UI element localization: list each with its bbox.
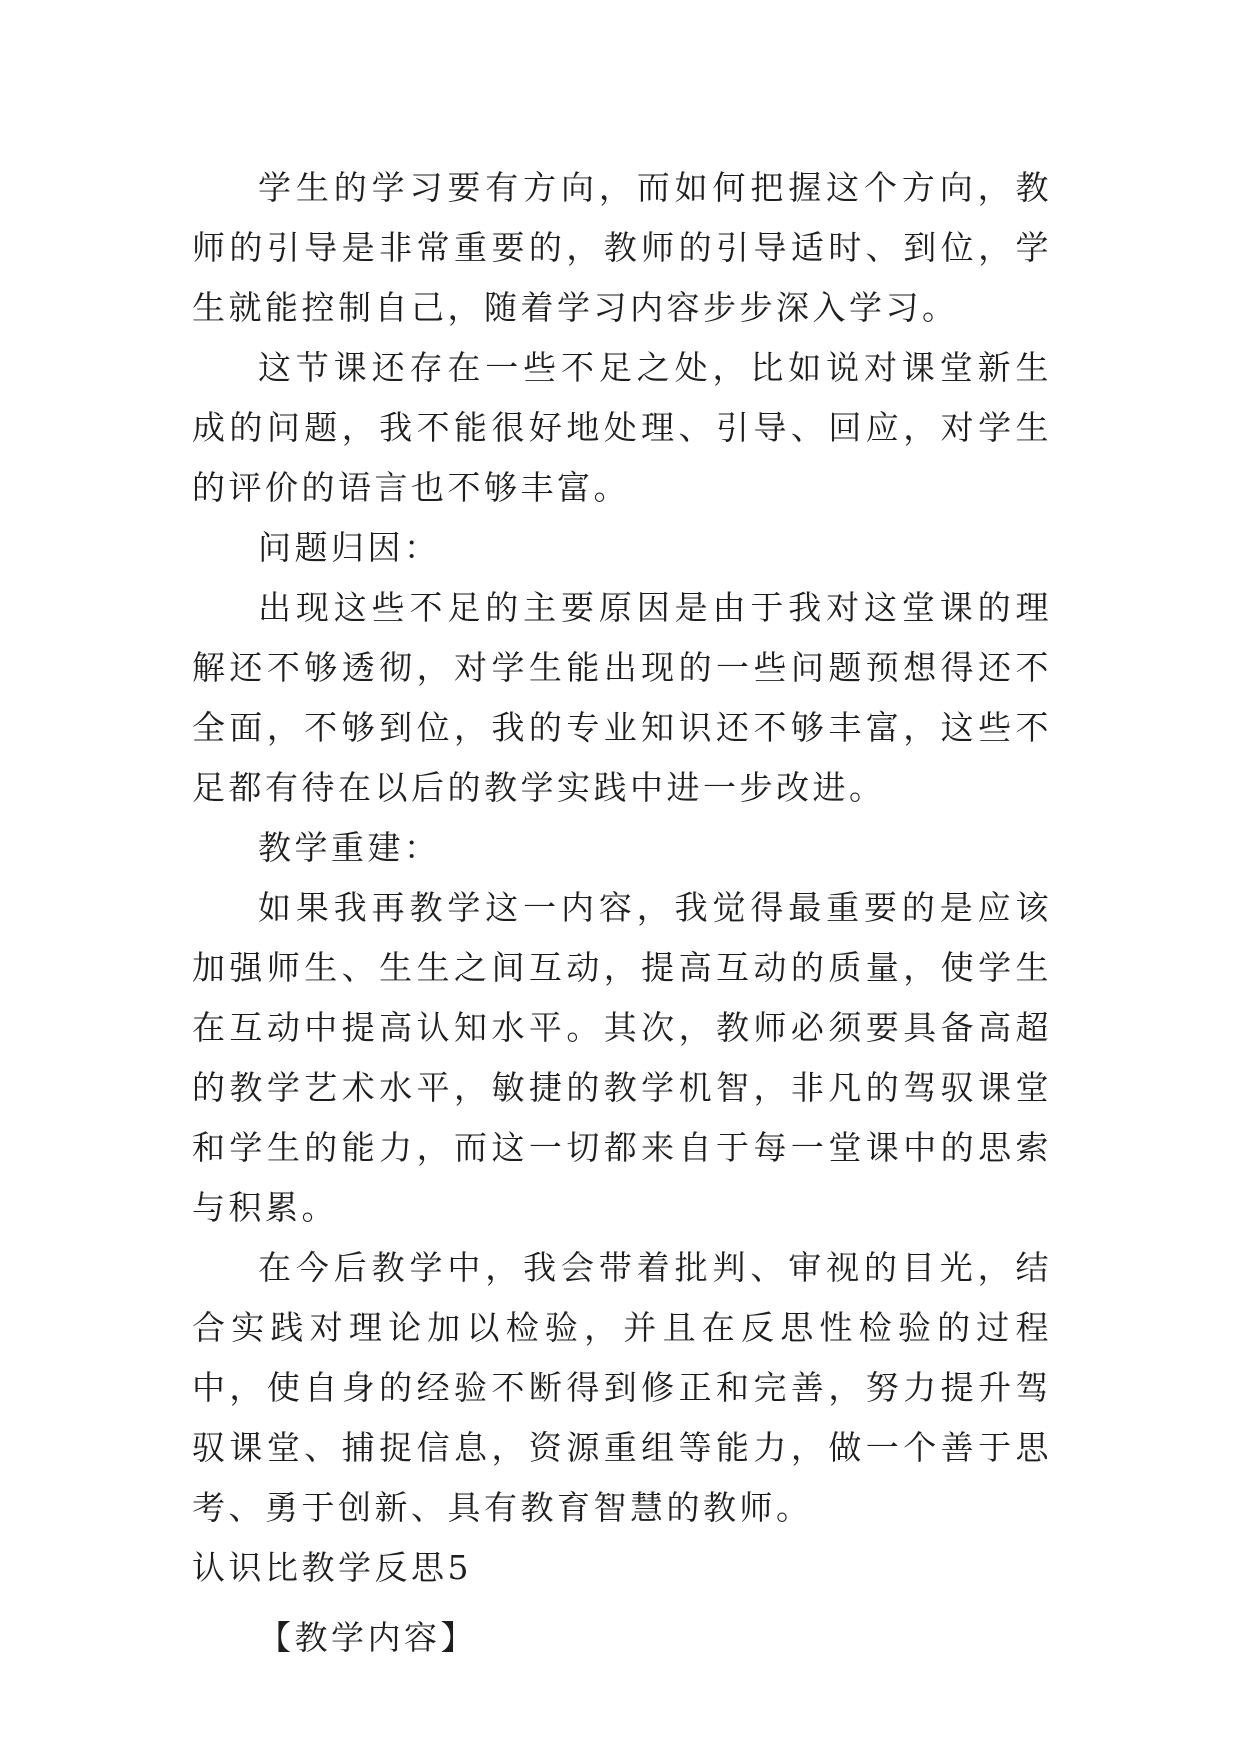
section-title: 认识比教学反思5 bbox=[192, 1548, 472, 1587]
paragraph-shortcomings: 这节课还存在一些不足之处，比如说对课堂新生成的问题，我不能很好地处理、引导、回应，对学生的评价的语言也不够丰富。 bbox=[192, 348, 1052, 507]
paragraph-attribution: 出现这些不足的主要原因是由于我对这堂课的理解还不够透彻，对学生能出现的一些问题预想得还不全面，不够到位，我的专业知识还不够丰富，这些不足都有待在以后的教学实践中进一步改进。 bbox=[192, 588, 1052, 807]
heading-attribution: 问题归因： bbox=[258, 528, 441, 567]
paragraph-guidance: 学生的学习要有方向，而如何把握这个方向，教师的引导是非常重要的，教师的引导适时、到位，学生就能控制自己，随着学习内容步步深入学习。 bbox=[192, 168, 1052, 327]
heading-rebuild: 教学重建： bbox=[258, 828, 441, 867]
heading-teaching-content: 【教学内容】 bbox=[258, 1618, 477, 1657]
paragraph-rebuild-1: 如果我再教学这一内容，我觉得最重要的是应该加强师生、生生之间互动，提高互动的质量，使学生在互动中提高认知水平。其次，教师必须要具备高超的教学艺术水平，敏捷的教学机智，非凡的驾驭课堂和学生的能力，而这一切都来自于每一堂课中的思索与积累。 bbox=[192, 888, 1052, 1227]
paragraph-rebuild-2: 在今后教学中，我会带着批判、审视的目光，结合实践对理论加以检验，并且在反思性检验的过程中，使自身的经验不断得到修正和完善，努力提升驾驭课堂、捕捉信息，资源重组等能力，做一个善于思考、勇于创新、具有教育智慧的教师。 bbox=[192, 1248, 1052, 1527]
document-body bbox=[192, 158, 1052, 1668]
